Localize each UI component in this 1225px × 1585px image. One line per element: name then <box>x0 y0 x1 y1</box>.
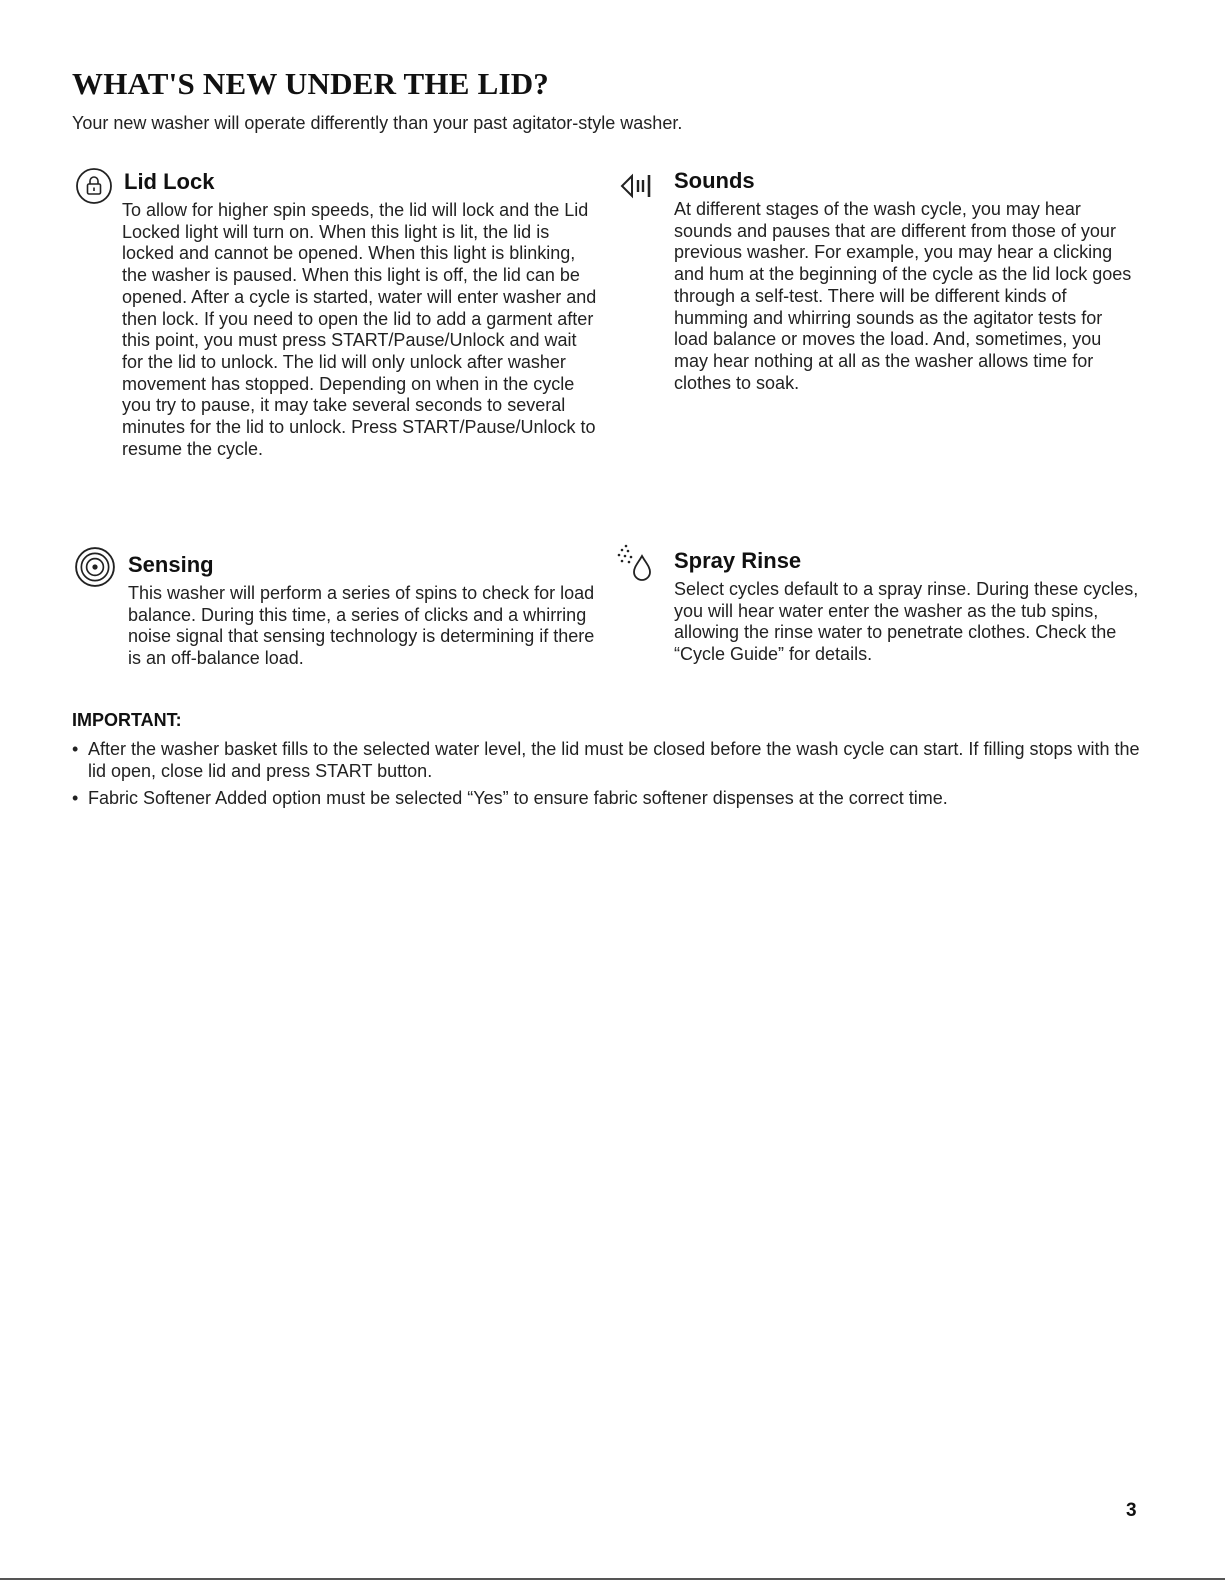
speaker-icon <box>618 166 664 206</box>
important-heading: IMPORTANT: <box>72 710 182 730</box>
list-item <box>72 788 1152 810</box>
feature-body-sensing: This washer will perform a series of spins to check for load balance. During this time, a series of clicks and a whirring noise signal that sensing technology is determining if there is an off-balance load. <box>128 583 595 669</box>
feature-title-spray-rinse: Spray Rinse <box>674 548 802 573</box>
important-item-text: Fabric Softener Added option must be selected “Yes” to ensure fabric softener dispenses at the correct time. <box>88 788 948 808</box>
important-list <box>72 739 1152 810</box>
sensing-icon <box>74 546 116 588</box>
feature-body-sounds: At different stages of the wash cycle, you may hear sounds and pauses that are different from those of your previous washer. For example, you may hear a clicking and hum at the beginning of the cycle as the lid lock goes through a self-test. There will be different kinds of humming and whirring sounds as the agitator tests for load balance or moves the load. And, sometimes, you may hear nothing at all as the washer allows time for clothes to soak. <box>674 199 1132 393</box>
feature-sensing <box>74 546 604 676</box>
bullet: • <box>72 739 79 759</box>
feature-body-spray-rinse: Select cycles default to a spray rinse. During these cycles, you will hear water enter the washer as the tub spins, allowing the rinse water to penetrate clothes. Check the “Cycle Guide” for details. <box>674 579 1139 665</box>
list-item <box>72 739 1152 782</box>
spray-drop-icon <box>612 542 658 582</box>
page-subtitle: Your new washer will operate differently than your past agitator-style washer. <box>72 113 683 133</box>
important-notes <box>72 710 1152 816</box>
important-item-text: After the washer basket fills to the selected water level, the lid must be closed before the wash cycle can start. If filling stops with the lid open, close lid and press START button. <box>88 739 1140 781</box>
feature-sounds <box>618 166 1138 426</box>
feature-body-lid-lock: To allow for higher spin speeds, the lid will lock and the Lid Locked light will turn on. When this light is lit, the lid is locked and cannot be opened. When this light is blinking, the washer is paused. When this light is off, the lid can be opened. After a cycle is started, water will enter washer and then lock. If you need to open the lid to add a garment after this point, you must press START/Pause/Unlock and wait for the lid to unlock. The lid will only unlock after washer movement has stopped. Depending on when in the cycle you try to pause, it may take several seconds to several minutes for the lid to unlock. Press START/Pause/Unlock to resume the cycle. <box>122 200 597 459</box>
bullet: • <box>72 788 79 808</box>
lock-icon <box>74 166 114 206</box>
feature-lid-lock <box>74 166 604 516</box>
page-title: WHAT'S NEW UNDER THE LID? <box>72 66 549 101</box>
page-number: 3 <box>1126 1500 1137 1521</box>
bottom-rule <box>0 1578 1225 1580</box>
feature-title-lid-lock: Lid Lock <box>124 169 215 194</box>
feature-title-sounds: Sounds <box>674 168 755 193</box>
feature-spray-rinse <box>612 542 1142 672</box>
feature-title-sensing: Sensing <box>128 552 214 577</box>
